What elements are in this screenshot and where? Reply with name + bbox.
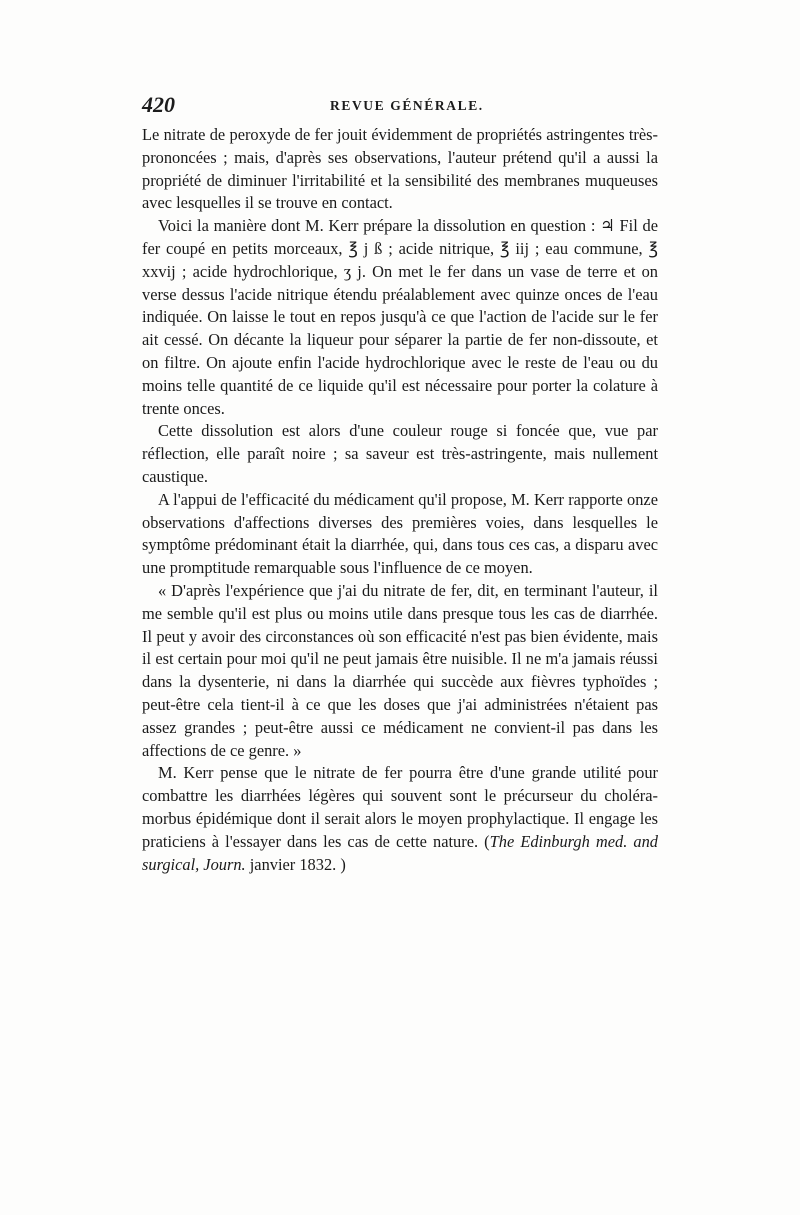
page-header [142,92,658,122]
citation-date: janvier 1832. ) [245,854,346,874]
journal-citation: The Edinburgh med. and surgical, Journ. [142,831,658,874]
paragraph-nitrate-properties: Le nitrate de peroxyde de fer jouit évidemment de propriétés astringentes très-prononcées ; mais, d'après ses observations, l'auteur prétend qu'il a aussi la propriété de diminuer l'irritabilité et la sensibilité des membranes muqueuses avec lesquelles il se trouve en contact. [142,125,658,213]
running-title: REVUE GÉNÉRALE. [330,98,484,113]
paragraph-author-quote: « D'après l'expérience que j'ai du nitrate de fer, dit, en terminant l'auteur, il me semble qu'il est plus ou moins utile dans presque tous les cas de diarrhée. Il peut y avoir des circonstances où son efficacité n'est pas bien évidente, mais il est certain pour moi qu'il ne peut jamais être nuisible. Il ne m'a jamais réussi dans la dysenterie, ni dans la diarrhée qui succède aux fièvres typhoïdes ; peut-être cela tient-il à ce que les doses que j'ai administrées n'étaient pas assez grandes ; peut-être aussi ce médicament ne convient-il pas dans les affections de ce genre. » [142,580,658,760]
paragraph-preparation: Voici la manière dont M. Kerr prépare la dissolution en question : ♃ Fil de fer coupé en petits morceaux, ℥ j ß ; acide nitrique, ℥ iij ; eau commune, ℥ xxvij ; acide hydrochlorique, ʒ j. On met le fer dans un vase de terre et on verse dessus l'acide nitrique étendu préalablement avec quinze onces de l'eau indiquée. On laisse le tout en repos jusqu'à ce que l'action de l'acide sur le fer ait cessé. On décante la liqueur pour séparer la partie de fer non-dissoute, et on filtre. On ajoute enfin l'acide hydrochlorique avec le reste de l'eau ou du moins telle quantité de ce liquide qu'il est nécessaire pour porter la colature à trente onces. [142,216,658,418]
conclusion-text: M. Kerr pense que le nitrate de fer pourra être d'une grande utilité pour combattre les diarrhées légères qui souvent sont le précurseur du choléra-morbus épidémique dont il serait alors le moyen prophylactique. Il engage les praticiens à l'essayer dans les cas de cette nature. ( [142,763,658,851]
paragraph-conclusion [142,762,658,876]
page-number: 420 [142,92,175,117]
paragraph-dissolution-color: Cette dissolution est alors d'une couleur rouge si foncée que, vue par réflection, elle paraît noire ; sa saveur est très-astringente, mais nullement caustique. [142,421,658,486]
article-body [142,124,658,876]
paragraph-observations: A l'appui de l'efficacité du médicament qu'il propose, M. Kerr rapporte onze observations d'affections diverses des premières voies, dans lesquelles le symptôme prédominant était la diarrhée, qui, dans tous ces cas, a disparu avec une promptitude remarquable sous l'influence de ce moyen. [142,489,658,578]
